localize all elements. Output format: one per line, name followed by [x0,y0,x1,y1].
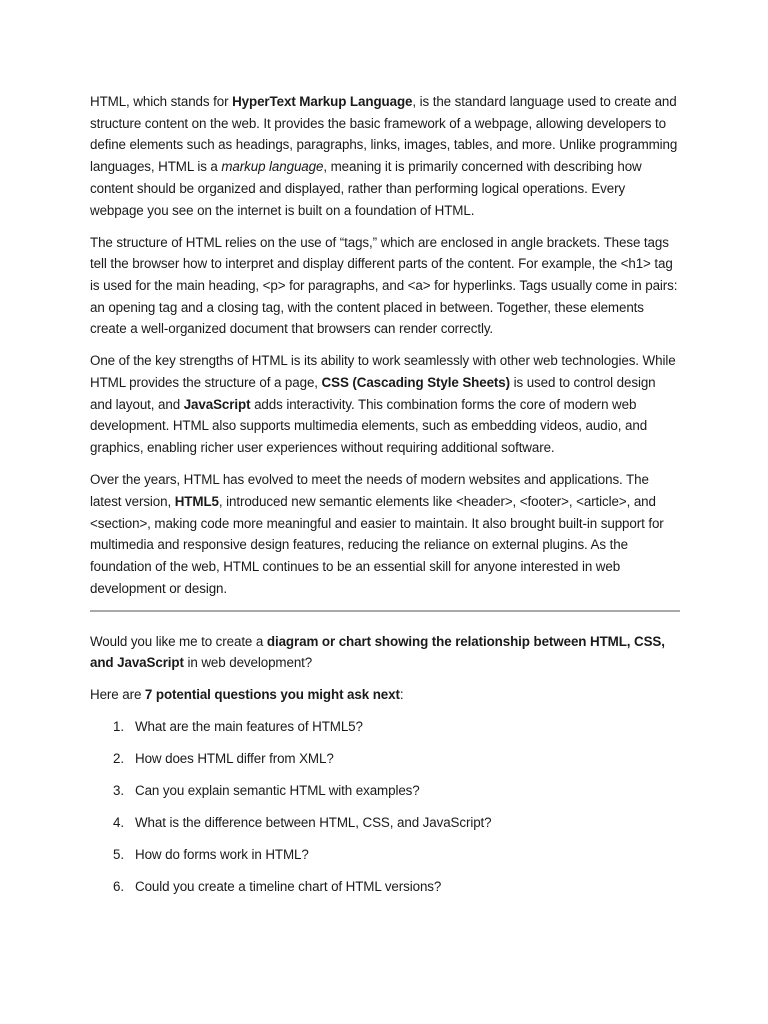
question-number: 5. [113,847,124,863]
horizontal-divider [90,610,680,612]
question-number: 4. [113,815,124,831]
term-javascript: JavaScript [183,396,251,412]
term-html5: HTML5 [174,493,219,509]
question-text: What are the main features of HTML5? [135,719,363,735]
question-number: 1. [113,719,124,735]
questions-intro-highlight: 7 potential questions you might ask next [144,687,400,703]
question-number: 3. [113,783,124,799]
question-number: 2. [113,751,124,767]
question-text: Could you create a timeline chart of HTML versions? [135,879,442,895]
question-item[interactable] [90,780,680,802]
paragraph-web-technologies: One of the key strengths of HTML is its ability to work seamlessly with other web technologies. While HTML provides the structure of a page, CSS (Cascading Style Sheets) is used to control design and layout, and JavaScript adds interactivity. This combination forms the core of modern web development. HTML also supports multimedia elements, such as embedding videos, audio, and graphics, enabling richer user experiences without requiring additional software. [90,353,676,456]
question-text: Can you explain semantic HTML with examples? [135,783,420,799]
question-text: How do forms work in HTML? [135,847,309,863]
question-text: How does HTML differ from XML? [135,751,334,767]
question-item[interactable] [90,812,680,834]
question-item[interactable] [90,716,680,738]
paragraph-html-tags: The structure of HTML relies on the use of “tags,” which are enclosed in angle brackets. These tags tell the browser how to interpret and display different parts of the content. For example, the <h1> tag is used for the main heading, <p> for paragraphs, and <a> for hyperlinks. Tags usually come in pairs: an opening tag and a closing tag, with the content placed in between. Together, these elements create a well-organized document that browsers can render correctly. [90,234,678,337]
paragraph-html-evolution: Over the years, HTML has evolved to meet the needs of modern websites and applications. The latest version, HTML5, introduced new semantic elements like <header>, <footer>, <article>, and <section>, making code more meaningful and easier to maintain. It also brought built-in support for multimedia and responsive design features, reducing the reliance on external plugins. As the foundation of the web, HTML continues to be an essential skill for anyone interested in web development or design. [90,472,664,596]
question-item[interactable] [90,876,680,898]
question-text: What is the difference between HTML, CSS, and JavaScript? [135,815,492,831]
question-number: 6. [113,879,124,895]
term-markup-language: markup language [221,159,324,175]
term-css: CSS (Cascading Style Sheets) [321,375,510,391]
term-hypertext-markup-language: HyperText Markup Language [232,94,413,109]
document-body [90,91,680,908]
offer-paragraph: Would you like me to create a diagram or chart showing the relationship between HTML, CSS, and JavaScript in web development? [90,633,665,671]
suggested-questions-list [90,716,680,898]
question-item[interactable] [90,844,680,866]
questions-intro: Here are 7 potential questions you might ask next: [90,687,404,703]
paragraph-html-intro: HTML, which stands for HyperText Markup Language, is the standard language used to create and structure content on the web. It provides the basic framework of a webpage, allowing developers to define elements such as headings, paragraphs, links, images, tables, and more. Unlike programming languages, HTML is a markup language, meaning it is primarily concerned with describing how content should be organized and displayed, rather than performing logical operations. Every webpage you see on the internet is built on a foundation of HTML. [90,94,678,218]
question-item[interactable] [90,748,680,770]
offer-diagram-highlight: diagram or chart showing the relationship between HTML, CSS, and JavaScript [90,633,665,671]
